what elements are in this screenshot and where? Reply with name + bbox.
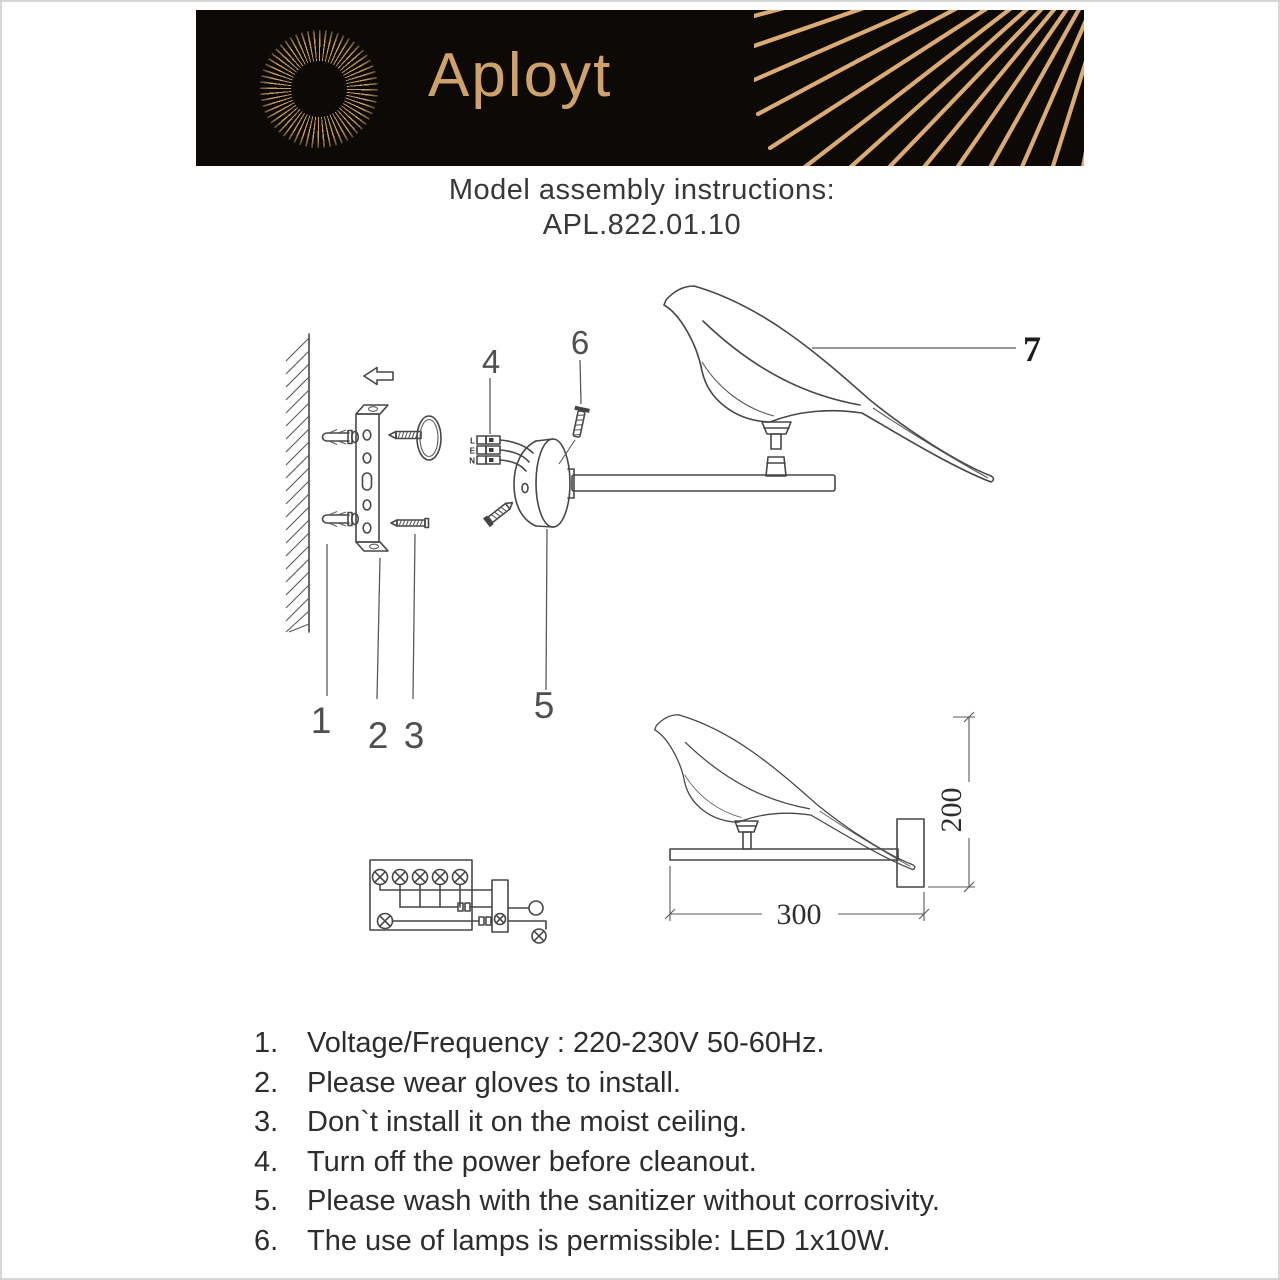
- terminal-label-l: L: [470, 436, 475, 446]
- wall-anchor-top: [323, 430, 359, 445]
- ground-symbol: [532, 929, 546, 943]
- list-item: [254, 1182, 1064, 1222]
- gold-rays-decoration: [754, 10, 1084, 166]
- wall-anchor-bottom: [323, 512, 359, 527]
- screw-with-ring: [389, 416, 441, 460]
- direction-arrow-icon: [364, 368, 393, 385]
- dimension-height-label: 200: [935, 787, 968, 833]
- item-number: 1.: [254, 1027, 279, 1059]
- dimension-lines: [665, 712, 975, 921]
- part-label-3: 3: [403, 715, 425, 756]
- part-label-1: 1: [310, 700, 332, 741]
- part-label-5: 5: [533, 685, 555, 726]
- terminal-label-n: N: [469, 456, 475, 466]
- bird-lamp: [664, 286, 994, 482]
- sunburst-logo-core: [291, 61, 347, 117]
- bird-lamp-small: [655, 715, 915, 870]
- item-text: Voltage/Frequency : 220-230V 50-60Hz.: [307, 1027, 825, 1059]
- item-number: 6.: [254, 1224, 279, 1257]
- item-text: Please wash with the sanitizer without corrosivity.: [307, 1185, 940, 1217]
- mounting-bracket: [356, 405, 388, 551]
- dimension-drawing-svg: [632, 702, 1052, 937]
- list-item: [254, 1222, 1064, 1262]
- title-block: [2, 173, 1280, 243]
- page-title: Model assembly instructions:: [448, 174, 836, 206]
- wiring-schematic-svg: [357, 842, 607, 954]
- item-number: 2.: [254, 1066, 279, 1099]
- item-number: 5.: [254, 1185, 279, 1217]
- dimension-drawing: [632, 702, 1052, 937]
- terminal-label-e: E: [469, 446, 475, 456]
- list-item: [254, 1103, 1064, 1143]
- item-text: The use of lamps is permissible: LED 1x10W.: [307, 1224, 891, 1257]
- item-text: Turn off the power before cleanout.: [307, 1145, 757, 1178]
- dimension-width-label: 300: [776, 898, 822, 931]
- lamp-arm-bar: [572, 457, 835, 491]
- wall-section: [286, 334, 309, 632]
- list-item: [254, 1064, 1064, 1104]
- lamp-symbol: [529, 901, 543, 915]
- part-label-4: 4: [481, 343, 501, 380]
- item-number: 4.: [254, 1145, 279, 1178]
- canopy-base: [514, 439, 574, 527]
- bird-pedestal-small: [735, 821, 758, 849]
- item-text: Don`t install it on the moist ceiling.: [307, 1106, 748, 1138]
- small-screw: [569, 406, 590, 438]
- exploded-assembly-diagram: [272, 277, 1062, 762]
- wiring-schematic: [357, 842, 607, 954]
- brand-name: Aployt: [428, 41, 613, 110]
- part-label-6: 6: [570, 324, 590, 361]
- leader-lines: [327, 348, 1016, 699]
- bird-pedestal: [762, 422, 791, 449]
- list-item: [254, 1024, 1064, 1064]
- arm-bar-small: [670, 849, 898, 860]
- list-item: [254, 1143, 1064, 1183]
- item-number: 3.: [254, 1106, 279, 1138]
- canopy-fixing-screw: [483, 498, 516, 527]
- connector-screw: [495, 914, 506, 925]
- wall-plate: [897, 819, 924, 887]
- exploded-diagram-svg: [272, 277, 1062, 762]
- terminal-block: [469, 436, 500, 466]
- brand-banner: [196, 10, 1084, 166]
- instructions-list: [254, 1024, 1064, 1261]
- item-text: Please wear gloves to install.: [307, 1066, 681, 1099]
- mounting-screw: [391, 519, 429, 528]
- part-label-2: 2: [367, 715, 389, 756]
- part-label-7: 7: [1023, 329, 1041, 369]
- model-number: APL.822.01.10: [542, 209, 742, 241]
